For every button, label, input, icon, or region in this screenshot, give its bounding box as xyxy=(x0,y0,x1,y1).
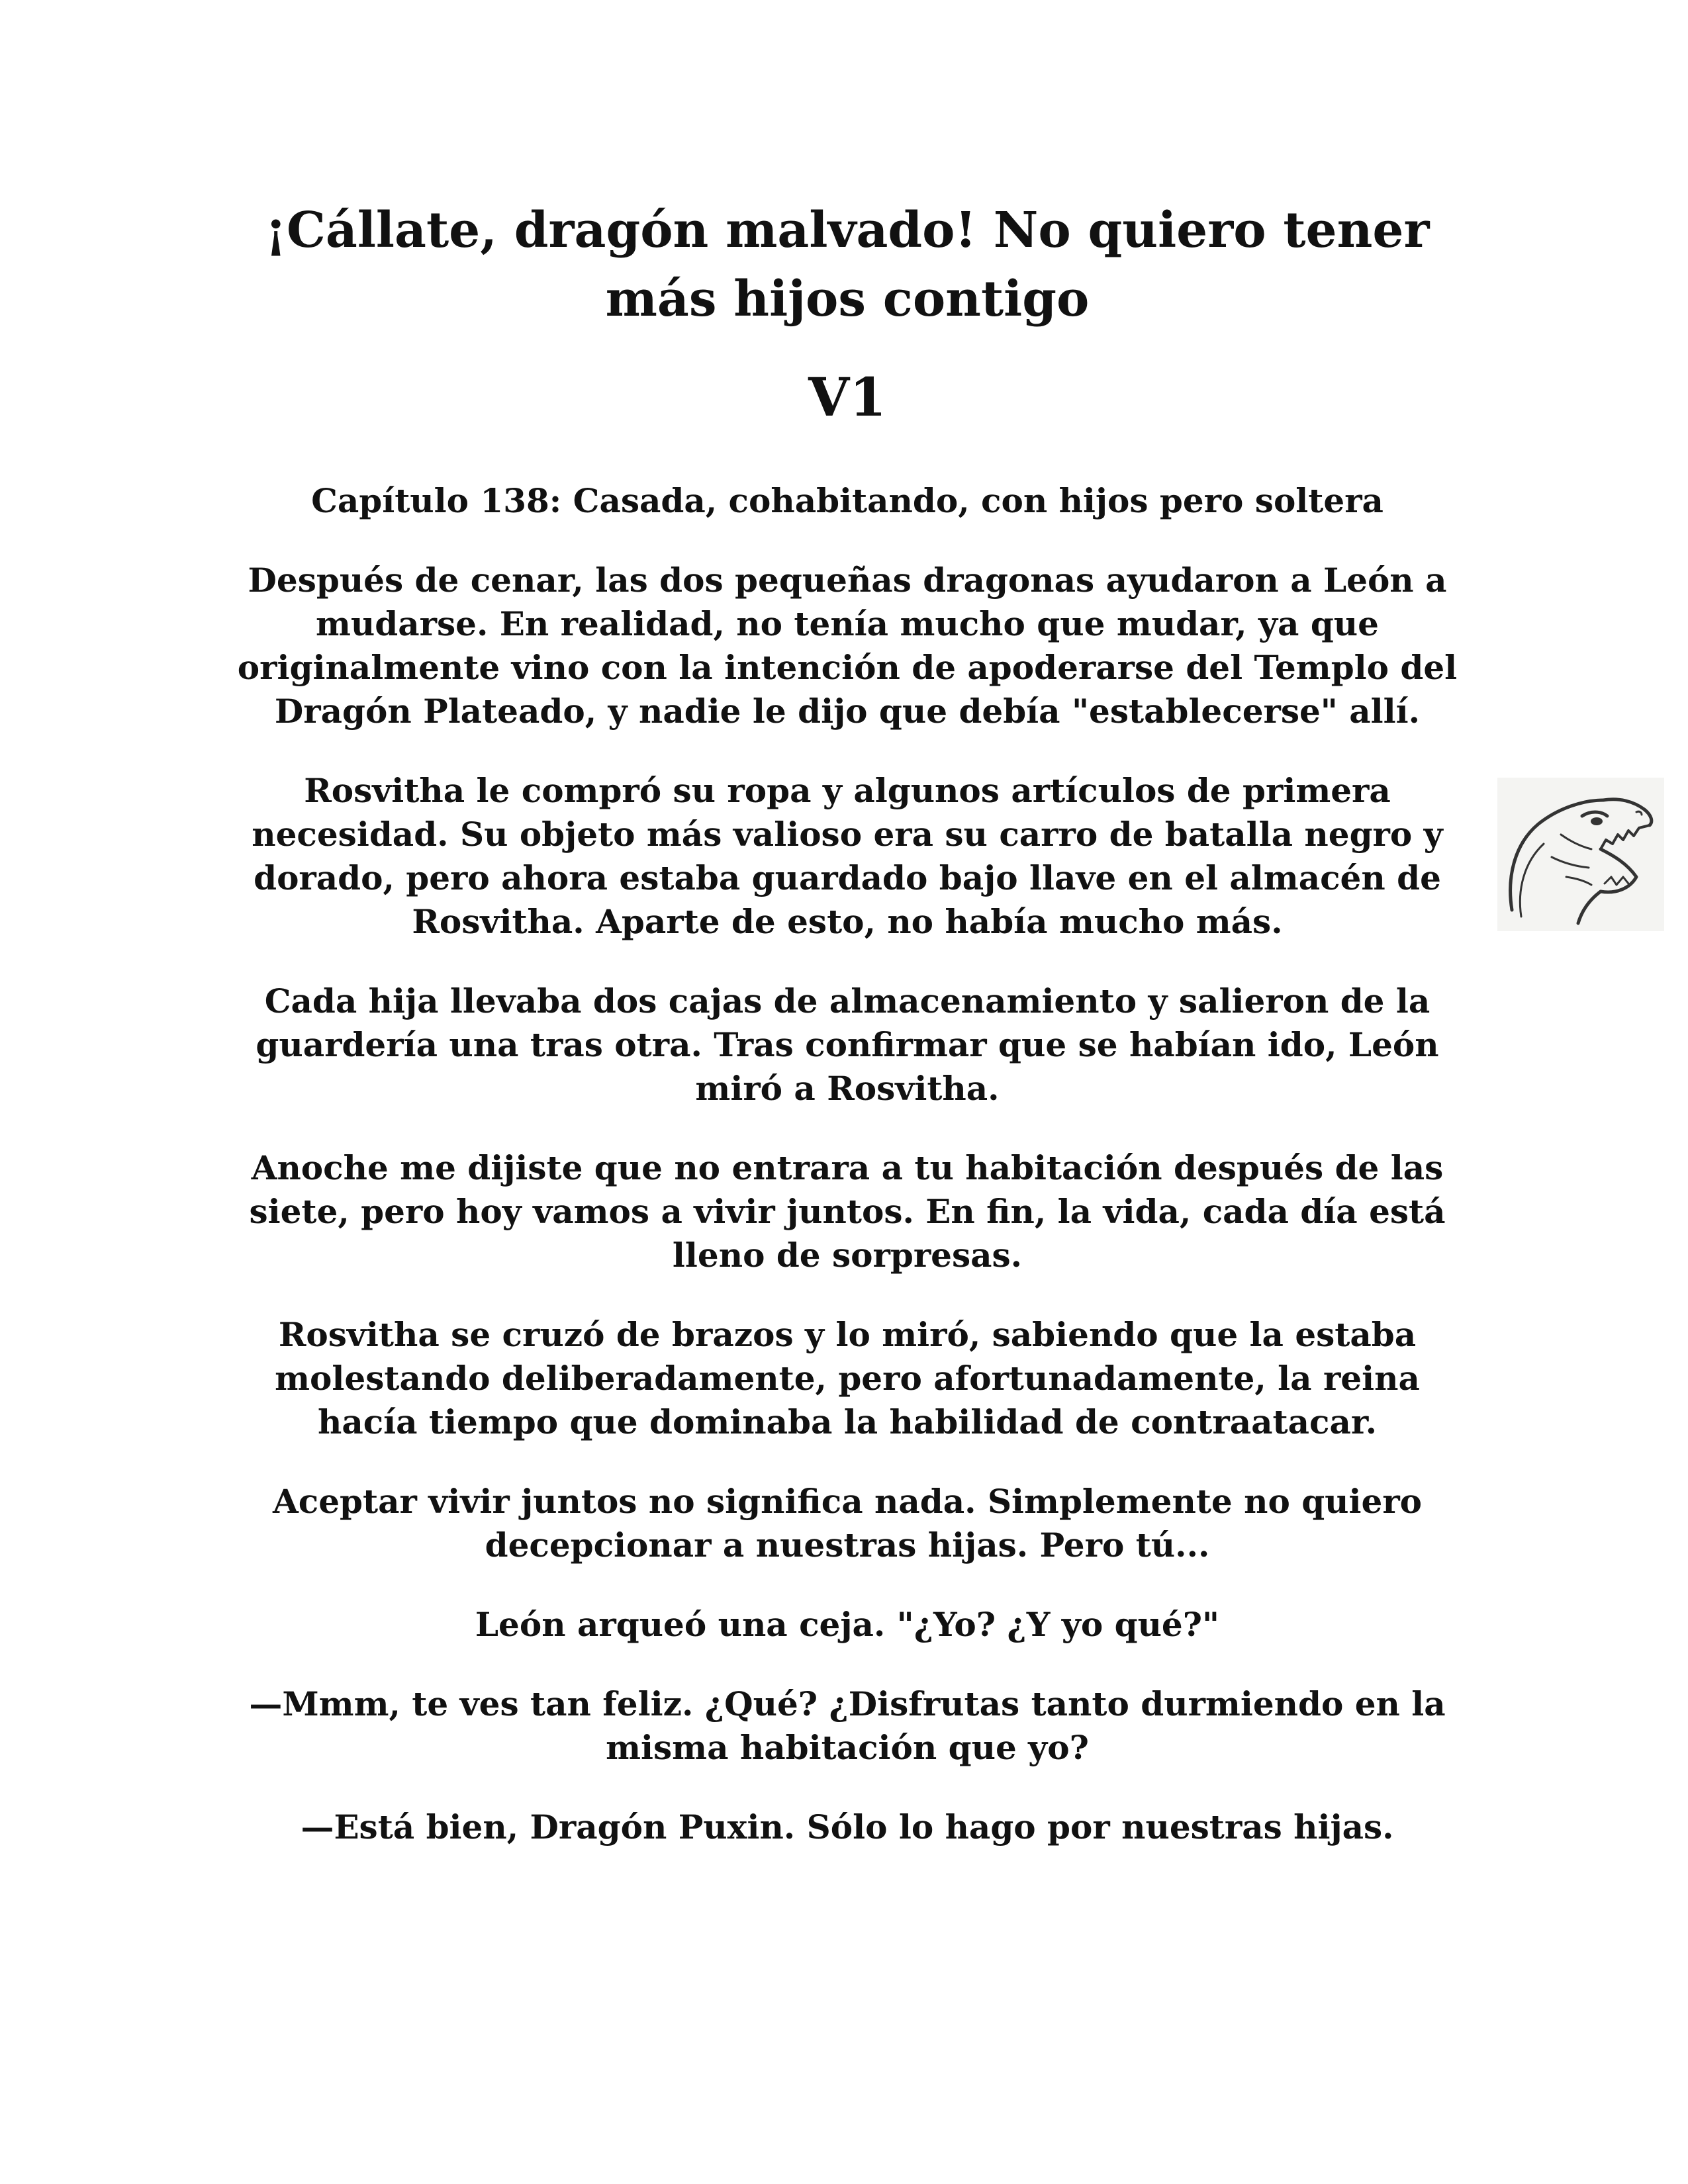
paragraph-6: Aceptar vivir juntos no significa nada. Simplemente no quiero decepcionar a nuestras hijas. Pero tú... xyxy=(272,1482,1423,1565)
title-line-1: ¡Cállate, dragón malvado! No quiero tener xyxy=(265,202,1430,259)
paragraph-9: —Está bien, Dragón Puxin. Sólo lo hago por nuestras hijas. xyxy=(301,1807,1394,1846)
paragraph-3: Cada hija llevaba dos cajas de almacenamiento y salieron de la guardería una tras otra. Tras confirmar que se habían ido, León miró a Rosvitha. xyxy=(256,981,1439,1108)
paragraph-7: León arqueó una ceja. "¿Yo? ¿Y yo qué?" xyxy=(475,1605,1220,1644)
paragraph-8: —Mmm, te ves tan feliz. ¿Qué? ¿Disfrutas tanto durmiendo en la misma habitación que yo? xyxy=(249,1684,1446,1767)
dragon-head-sketch-icon xyxy=(1497,778,1664,931)
document-title xyxy=(225,196,1470,334)
paragraph-4: Anoche me dijiste que no entrara a tu habitación después de las siete, pero hoy vamos a vivir juntos. En fin, la vida, cada día está lleno de sorpresas. xyxy=(249,1148,1446,1275)
document-content xyxy=(225,196,1470,1849)
volume-label: V1 xyxy=(808,366,886,428)
title-line-2: más hijos contigo xyxy=(605,271,1090,328)
paragraph-1: Después de cenar, las dos pequeñas dragonas ayudaron a León a mudarse. En realidad, no tenía mucho que mudar, ya que originalmente vino con la intención de apoderarse del Templo del Dragón Plateado, y nadie le dijo que debía "establecerse" allí. xyxy=(237,561,1458,731)
paragraph-2: Rosvitha le compró su ropa y algunos artículos de primera necesidad. Su objeto más valioso era su carro de batalla negro y dorado, pero ahora estaba guardado bajo llave en el almacén de Rosvitha. Aparte de esto, no había mucho más. xyxy=(252,771,1443,941)
paragraph-5: Rosvitha se cruzó de brazos y lo miró, sabiendo que la estaba molestando deliberadamente, pero afortunadamente, la reina hacía tiempo que dominaba la habilidad de contraatacar. xyxy=(275,1315,1420,1441)
chapter-heading: Capítulo 138: Casada, cohabitando, con hijos pero soltera xyxy=(311,481,1383,520)
